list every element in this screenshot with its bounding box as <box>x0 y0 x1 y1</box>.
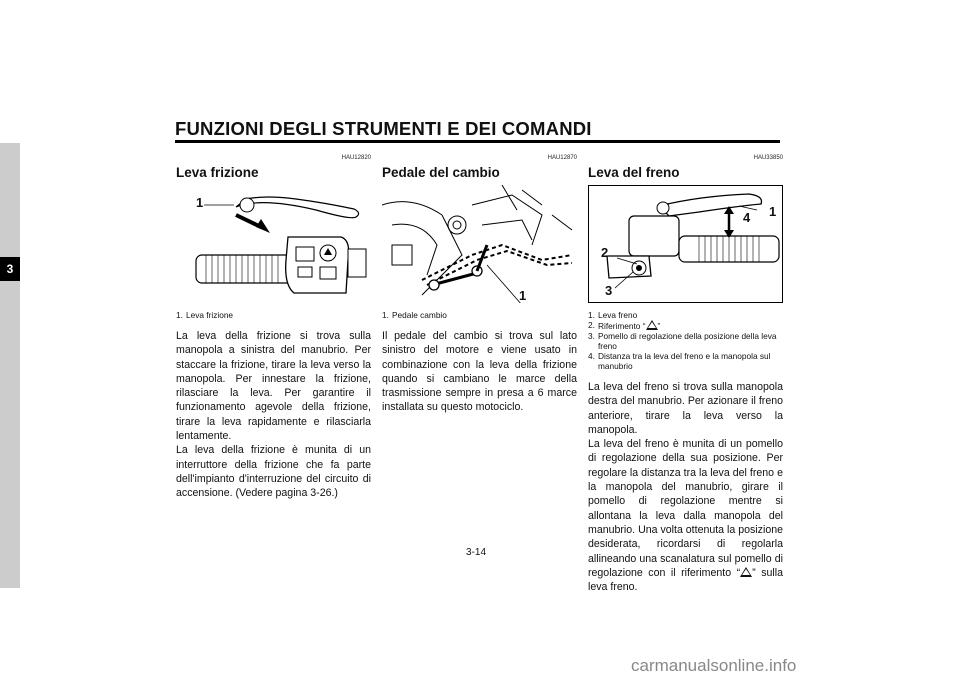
chapter-tab <box>0 143 20 588</box>
section-code: HAU12870 <box>547 155 577 161</box>
figure-captions <box>588 310 783 371</box>
paragraph: La leva del freno è munita di un pomello di regolazione della sua posizione. Per regolare la distanza tra la leva del freno e la manopola del manubrio, girare il pomello di regolazione mentre si allontana la leva dalla manopola del manubrio. Una volta ottenuta la posizione desiderata, ricordarsi di regolarla allineando una scanalatura sul pomello di regolazione con il riferimento “ ” sulla leva freno. <box>588 438 783 594</box>
figure-captions <box>176 310 371 320</box>
page-header-title: FUNZIONI DEGLI STRUMENTI E DEI COMANDI <box>175 118 592 139</box>
header-rule <box>175 140 780 143</box>
caption-item: 1. Pedale cambio <box>382 310 447 320</box>
triangle-mark-icon <box>646 320 658 330</box>
paragraph: La leva della frizione si trova sulla manopola a sinistra del manubrio. Per staccare la frizione, tirare la leva verso la manopola. Per innestare la frizione, rilasciare la leva. Per garantire il funzionamento agevole della frizione, tirare la leva rapidamente e rilasciarla lentamente. <box>176 330 371 443</box>
brake-lever-illustration <box>588 185 783 303</box>
section-title: Leva frizione <box>176 165 259 180</box>
triangle-mark-icon <box>740 567 752 577</box>
section-code: HAU33850 <box>753 155 783 161</box>
caption-item: 1. Leva freno <box>588 310 638 320</box>
section-clutch-lever <box>176 155 371 501</box>
caption-item: 2. Riferimento “ ” <box>588 320 661 331</box>
paragraph: Il pedale del cambio si trova sul lato sinistro del motore e viene usato in combinazione con la leva della frizione quando si cambiano le marce della trasmissione sempre in presa a 6 marce installata su questo motociclo. <box>382 330 577 414</box>
callout-1: 1 <box>519 288 527 303</box>
section-title: Leva del freno <box>588 165 680 180</box>
section-brake-lever <box>588 155 783 594</box>
paragraph: La leva della frizione è munita di un interruttore della frizione che fa parte dell'impianto d'interruzione del circuito di accensione. (Vedere pagina 3-26.) <box>176 444 371 500</box>
caption-item: 1. Leva frizione <box>176 310 234 320</box>
callout-2: 2 <box>601 245 609 260</box>
section-shift-pedal <box>382 155 577 415</box>
callout-1: 1 <box>769 204 777 219</box>
body-text <box>176 329 371 501</box>
caption-item: 4. Distanza tra la leva del freno e la manopola sul manubrio <box>588 351 771 371</box>
figure-captions <box>382 310 577 320</box>
callout-4: 4 <box>743 210 751 225</box>
body-text <box>588 380 783 594</box>
page-number: 3-14 <box>466 547 487 558</box>
body-text <box>382 329 577 415</box>
chapter-number: 3 <box>0 257 20 281</box>
paragraph: La leva del freno si trova sulla manopola destra del manubrio. Per azionare il freno anteriore, tirare la leva verso la manopola. <box>588 381 783 436</box>
caption-item: 3. Pomello di regolazione della posizione della leva freno <box>588 331 777 351</box>
callout-1: 1 <box>196 195 204 210</box>
shift-pedal-illustration <box>382 185 577 303</box>
watermark: carmanualsonline.info <box>631 656 797 675</box>
section-code: HAU12820 <box>341 155 371 161</box>
clutch-lever-illustration <box>176 185 371 303</box>
section-title: Pedale del cambio <box>382 165 500 180</box>
callout-3: 3 <box>605 283 613 298</box>
